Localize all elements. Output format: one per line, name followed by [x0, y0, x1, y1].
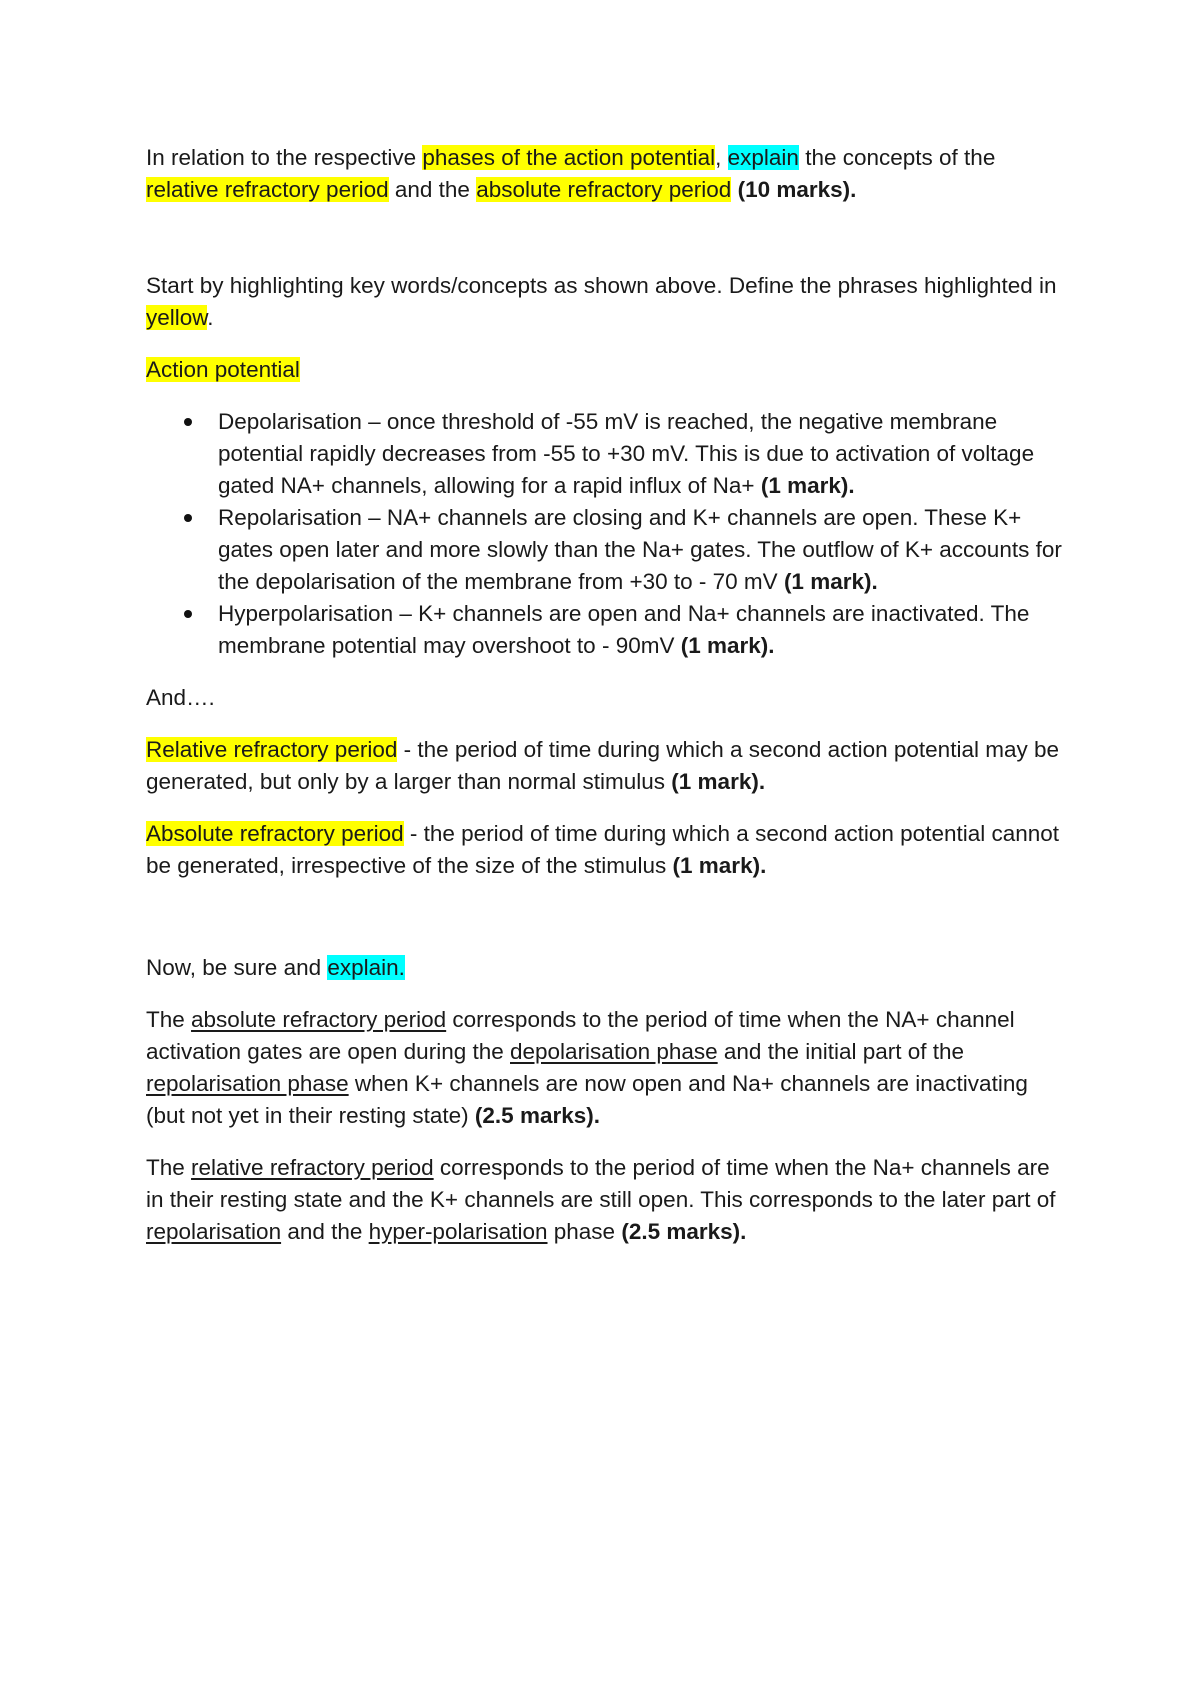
paragraph-text: corresponds to the period of time when the Na+ channels are in their resting state and the K+ channels are still open. This corresponds to the later part of	[146, 1155, 1056, 1212]
underlined-term: depolarisation phase	[510, 1039, 718, 1064]
highlight-absolute-term: Absolute refractory period	[146, 821, 404, 846]
paragraph-text: phase	[547, 1219, 622, 1244]
explain-relative-paragraph	[146, 1152, 1066, 1248]
bullet-text: Repolarisation – NA+ channels are closing and K+ channels are open. These K+ gates open later and more slowly than the Na+ gates. The outflow of K+ accounts for the depolarisation of the membrane from +30 to - 70 mV	[218, 505, 1062, 594]
absolute-definition	[146, 818, 1066, 882]
underlined-term: repolarisation phase	[146, 1071, 349, 1096]
intro-text: Start by highlighting key words/concepts as shown above. Define the phrases highlighted in	[146, 273, 1057, 298]
paragraph-text: when K+ channels are now open and Na+ channels are inactivating (but not yet in their resting state)	[146, 1071, 1028, 1128]
bullet-marks: (1 mark).	[760, 473, 855, 498]
highlight-explain-word: explain.	[327, 955, 405, 980]
bullet-icon	[184, 418, 192, 426]
definition-marks: (1 mark).	[672, 853, 767, 878]
bullet-marks: (1 mark).	[680, 633, 775, 658]
document-page	[146, 142, 1066, 1268]
explain-line	[146, 952, 1066, 984]
list-item	[146, 406, 1066, 502]
paragraph-text: The	[146, 1155, 192, 1180]
paragraph-text: and the initial part of the	[717, 1039, 965, 1064]
highlight-relative-term: Relative refractory period	[146, 737, 398, 762]
bullet-icon	[184, 514, 192, 522]
highlight-relative: relative refractory period	[146, 177, 389, 202]
relative-definition	[146, 734, 1066, 798]
paragraph-text: and the	[281, 1219, 369, 1244]
explain-absolute-paragraph	[146, 1004, 1066, 1132]
highlight-explain: explain	[727, 145, 799, 170]
bullet-text: Hyperpolarisation – K+ channels are open and Na+ channels are inactivated. The membrane potential may overshoot to - 90mV	[218, 601, 1030, 658]
intro-paragraph	[146, 270, 1066, 334]
question-paragraph	[146, 142, 1066, 206]
paragraph-text: The	[146, 1007, 192, 1032]
highlight-action-potential: Action potential	[146, 357, 300, 382]
explain-text: Now, be sure and	[146, 955, 328, 980]
underlined-term: absolute refractory period	[191, 1007, 447, 1032]
definition-text: - the period of time during which a second action potential cannot be generated, irrespective of the size of the stimulus	[146, 821, 1060, 878]
underlined-term: repolarisation	[146, 1219, 282, 1244]
question-text: ,	[715, 145, 728, 170]
action-potential-heading	[146, 354, 1066, 386]
question-text: the concepts of the	[798, 145, 996, 170]
and-line: And….	[146, 685, 215, 710]
highlight-phases: phases of the action potential	[422, 145, 716, 170]
list-item	[146, 598, 1066, 662]
highlight-absolute: absolute refractory period	[476, 177, 732, 202]
underlined-term: hyper-polarisation	[368, 1219, 548, 1244]
paragraph-text: corresponds to the period of time when the NA+ channel activation gates are open during the	[146, 1007, 1015, 1064]
paragraph-marks: (2.5 marks).	[621, 1219, 747, 1244]
phase-list	[146, 406, 1066, 662]
underlined-term: relative refractory period	[191, 1155, 434, 1180]
paragraph-marks: (2.5 marks).	[474, 1103, 600, 1128]
highlight-yellow-word: yellow	[146, 305, 208, 330]
list-item	[146, 502, 1066, 598]
intro-text: .	[207, 305, 214, 330]
bullet-marks: (1 mark).	[783, 569, 878, 594]
definition-text: - the period of time during which a second action potential may be generated, but only by a larger than normal stimulus	[146, 737, 1059, 794]
bullet-icon	[184, 610, 192, 618]
question-marks: (10 marks).	[731, 177, 857, 202]
question-text: In relation to the respective	[146, 145, 423, 170]
definition-marks: (1 mark).	[671, 769, 766, 794]
question-text: and the	[388, 177, 477, 202]
bullet-text: Depolarisation – once threshold of -55 mV is reached, the negative membrane potential rapidly decreases from -55 to +30 mV. This is due to activation of voltage gated NA+ channels, allowing for a rapid influx of Na+	[218, 409, 1035, 498]
